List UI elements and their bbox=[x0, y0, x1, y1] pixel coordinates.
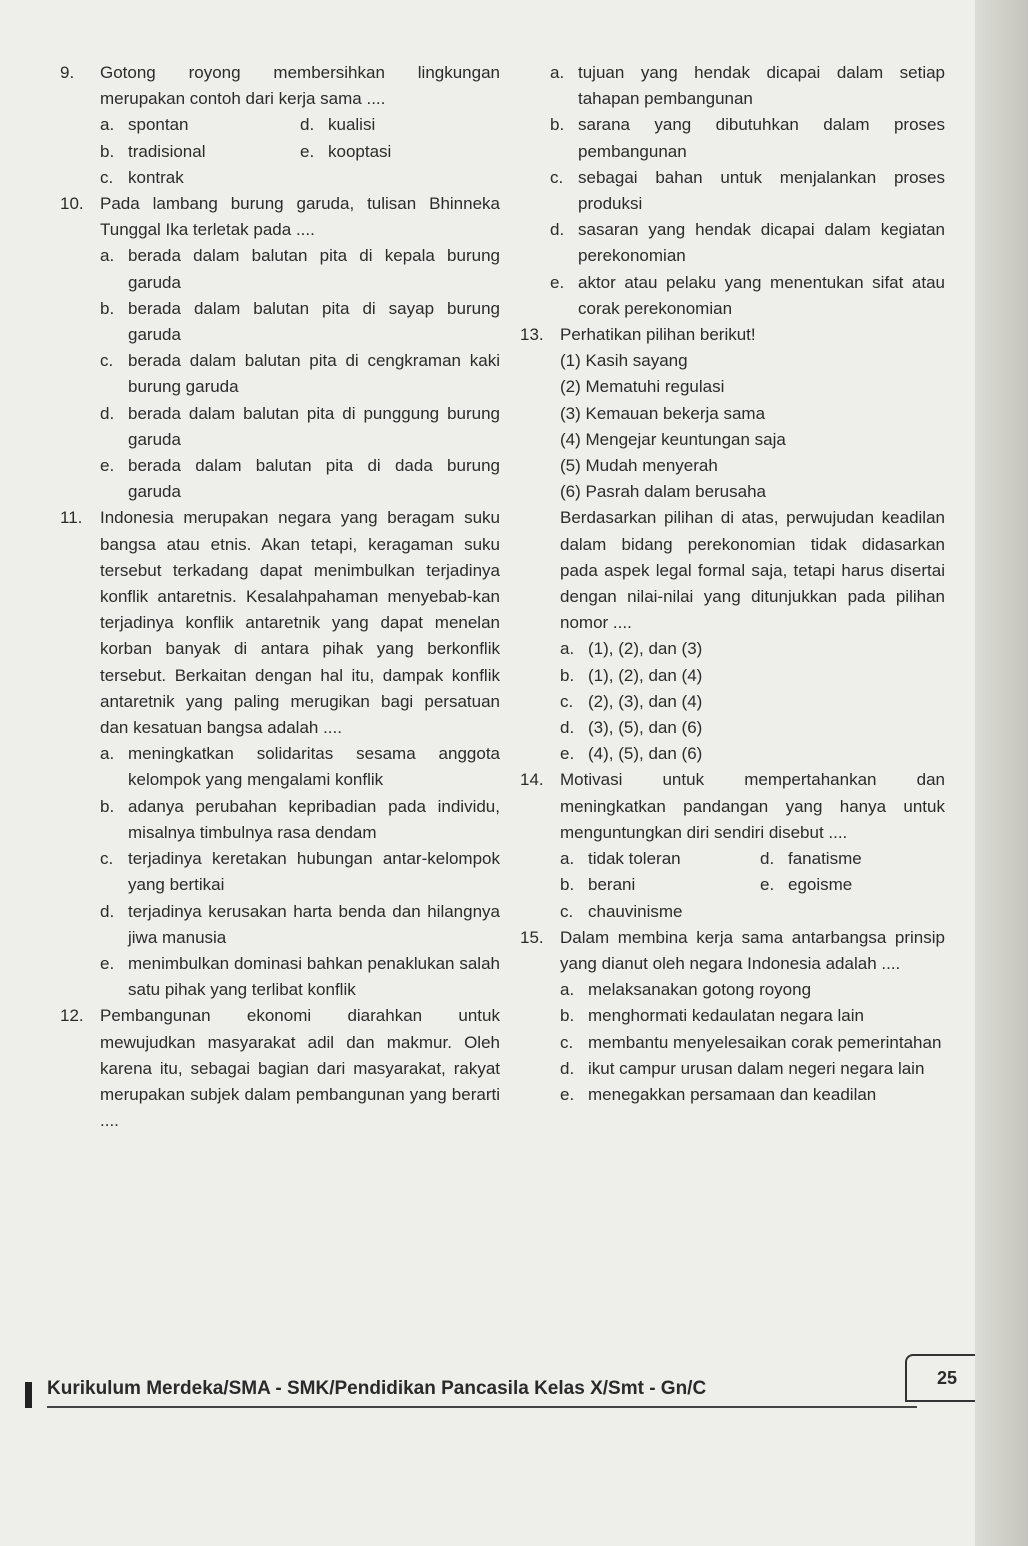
footer-marker bbox=[25, 1382, 32, 1408]
option-text: tradisional bbox=[128, 141, 206, 161]
option-text: spontan bbox=[128, 115, 189, 135]
question-text: Pembangunan ekonomi diarahkan untuk mewujudkan masyarakat adil dan makmur. Oleh karena itu, sebagai bagian dari masyarakat, rakyat merupakan subjek dalam pembangunan yang berarti .... bbox=[100, 1006, 500, 1131]
option-a[interactable] bbox=[560, 846, 760, 872]
option-text: berada dalam balutan pita di sayap burung garuda bbox=[128, 298, 500, 345]
question-9 bbox=[60, 60, 500, 191]
option-letter: d. bbox=[100, 403, 115, 423]
option-text: aktor atau pelaku yang menentukan sifat atau corak perekonomian bbox=[578, 272, 945, 318]
option-text: sarana yang dibutuhkan dalam proses pembangunan bbox=[578, 115, 945, 161]
options bbox=[100, 741, 500, 1003]
option-c[interactable] bbox=[100, 165, 300, 191]
option-b[interactable] bbox=[100, 139, 300, 165]
option-text: berada dalam balutan pita di punggung burung garuda bbox=[128, 403, 500, 449]
question-number: 12. bbox=[60, 1006, 84, 1026]
question-number: 11. bbox=[60, 508, 83, 528]
option-letter: a. bbox=[100, 115, 115, 135]
option-letter: c. bbox=[560, 1032, 574, 1052]
option-text: menegakkan persamaan dan keadilan bbox=[588, 1084, 877, 1104]
option-a[interactable] bbox=[560, 977, 945, 1003]
question-text: Gotong royong membersihkan lingkungan merupakan contoh dari kerja sama .... bbox=[100, 63, 500, 109]
option-letter: a. bbox=[100, 246, 115, 266]
question-number: 10. bbox=[60, 194, 84, 214]
question-number: 15. bbox=[520, 927, 544, 947]
option-text: adanya perubahan kepribadian pada individu, misalnya timbulnya rasa dendam bbox=[128, 796, 500, 842]
question-12 bbox=[60, 1003, 500, 1134]
option-letter: b. bbox=[560, 665, 575, 685]
option-d[interactable] bbox=[560, 1056, 945, 1082]
question-number: 9. bbox=[60, 63, 75, 82]
option-letter: d. bbox=[300, 115, 315, 135]
option-letter: d. bbox=[560, 718, 575, 738]
question-15 bbox=[520, 925, 945, 1108]
option-text: menimbulkan dominasi bahkan penaklukan salah satu pihak yang terlibat konflik bbox=[128, 953, 500, 1000]
option-text: ikut campur urusan dalam negeri negara lain bbox=[588, 1058, 925, 1078]
choice-item: (5) Mudah menyerah bbox=[560, 456, 718, 476]
right-column bbox=[520, 60, 945, 1108]
option-d[interactable] bbox=[100, 899, 500, 951]
option-text: meningkatkan solidaritas sesama anggota kelompok yang mengalami konflik bbox=[128, 744, 500, 790]
choice-item: (1) Kasih sayang bbox=[560, 351, 688, 371]
options bbox=[560, 977, 945, 1108]
option-c[interactable] bbox=[560, 899, 760, 925]
question-11 bbox=[60, 505, 500, 1003]
option-text: berani bbox=[588, 875, 636, 895]
option-e[interactable] bbox=[550, 270, 945, 322]
option-text: menghormati kedaulatan negara lain bbox=[588, 1006, 864, 1026]
option-letter: c. bbox=[560, 901, 574, 921]
option-text: terjadinya kerusakan harta benda dan hilangnya jiwa manusia bbox=[128, 901, 500, 947]
question-text: Pada lambang burung garuda, tulisan Bhinneka Tunggal Ika terletak pada .... bbox=[100, 194, 500, 240]
option-letter: a. bbox=[550, 63, 565, 82]
footer-divider bbox=[47, 1406, 917, 1408]
option-b[interactable] bbox=[550, 112, 945, 164]
option-d[interactable] bbox=[560, 715, 945, 741]
page-footer bbox=[25, 1372, 945, 1410]
option-text: kualisi bbox=[328, 115, 376, 135]
option-letter: a. bbox=[560, 639, 575, 659]
option-a[interactable] bbox=[550, 60, 945, 112]
option-b[interactable] bbox=[560, 872, 760, 898]
choice-list bbox=[560, 348, 945, 505]
option-c[interactable] bbox=[560, 1030, 945, 1056]
option-text: berada dalam balutan pita di dada burung garuda bbox=[128, 456, 500, 502]
option-b[interactable] bbox=[560, 663, 945, 689]
option-text: terjadinya keretakan hubungan antar-kelompok yang bertikai bbox=[128, 849, 500, 895]
option-letter: e. bbox=[560, 1084, 575, 1104]
option-text: tujuan yang hendak dicapai dalam setiap tahapan pembangunan bbox=[578, 63, 945, 109]
choice-item: (2) Mematuhi regulasi bbox=[560, 377, 725, 397]
option-e[interactable] bbox=[560, 1082, 945, 1108]
option-letter: e. bbox=[300, 141, 315, 161]
option-letter: e. bbox=[550, 272, 565, 292]
page-edge-shadow bbox=[975, 0, 1028, 1546]
choice-item: (6) Pasrah dalam berusaha bbox=[560, 482, 767, 502]
option-text: kontrak bbox=[128, 167, 184, 187]
option-text: sebagai bahan untuk menjalankan proses produksi bbox=[578, 167, 945, 214]
question-number: 13. bbox=[520, 325, 544, 345]
option-text: egoisme bbox=[788, 875, 853, 895]
question-13 bbox=[520, 322, 945, 767]
option-letter: e. bbox=[100, 953, 115, 973]
option-letter: d. bbox=[560, 1058, 575, 1078]
option-e[interactable] bbox=[760, 872, 945, 898]
option-e[interactable] bbox=[100, 951, 500, 1003]
question-12-options bbox=[550, 60, 945, 322]
option-letter: b. bbox=[560, 875, 575, 895]
options bbox=[560, 636, 945, 767]
page-number: 25 bbox=[905, 1354, 987, 1402]
option-text: (1), (2), dan (4) bbox=[588, 665, 703, 685]
option-c[interactable] bbox=[560, 689, 945, 715]
footer-title: Kurikulum Merdeka/SMA - SMK/Pendidikan Pancasila Kelas X/Smt - Gn/C bbox=[47, 1378, 707, 1399]
option-text: (2), (3), dan (4) bbox=[588, 691, 703, 711]
option-b[interactable] bbox=[100, 296, 500, 348]
option-text: melaksanakan gotong royong bbox=[588, 980, 812, 1000]
option-letter: c. bbox=[100, 849, 114, 869]
options bbox=[100, 112, 500, 191]
question-text: Motivasi untuk mempertahankan dan meningkatkan pandangan yang hanya untuk menguntungkan diri sendiri disebut .... bbox=[560, 770, 945, 842]
option-letter: c. bbox=[560, 691, 574, 711]
option-d[interactable] bbox=[300, 112, 500, 138]
option-text: (4), (5), dan (6) bbox=[588, 744, 703, 764]
option-b[interactable] bbox=[100, 794, 500, 846]
question-14 bbox=[520, 767, 945, 924]
question-text: Berdasarkan pilihan di atas, perwujudan keadilan dalam bidang perekonomian tidak didasarkan pada aspek legal formal saja, tetapi harus disertai dengan nilai-nilai yang ditunjukkan pada pilihan nomor .... bbox=[560, 508, 945, 633]
option-d[interactable] bbox=[100, 401, 500, 453]
option-b[interactable] bbox=[560, 1003, 945, 1029]
choice-item: (3) Kemauan bekerja sama bbox=[560, 403, 766, 423]
option-letter: b. bbox=[100, 141, 115, 161]
question-text: Indonesia merupakan negara yang beragam suku bangsa atau etnis. Akan tetapi, keragaman suku tersebut terkadang dapat menimbulkan terjadinya konflik antaretnis. Kesalahpahaman menyebab-kan terjadinya konflik antaretnik yang dapat menelan korban banyak di antara pihak yang berkonflik tersebut. Berkaitan dengan hal itu, dampak konflik antaretnik yang paling merugikan bagi persatuan dan kesatuan bangsa adalah .... bbox=[100, 508, 500, 738]
option-letter: d. bbox=[100, 901, 115, 921]
option-letter: e. bbox=[760, 875, 775, 895]
option-text: kooptasi bbox=[328, 141, 392, 161]
option-d[interactable] bbox=[760, 846, 945, 872]
option-letter: d. bbox=[550, 220, 565, 240]
option-a[interactable] bbox=[560, 636, 945, 662]
option-letter: e. bbox=[560, 744, 575, 764]
option-e[interactable] bbox=[560, 741, 945, 767]
question-10 bbox=[60, 191, 500, 505]
option-e[interactable] bbox=[100, 453, 500, 505]
option-letter: c. bbox=[100, 167, 114, 187]
option-text: fanatisme bbox=[788, 849, 862, 869]
option-letter: a. bbox=[560, 980, 575, 1000]
left-column bbox=[60, 60, 500, 1134]
choice-item: (4) Mengejar keuntungan saja bbox=[560, 429, 786, 449]
question-number: 14. bbox=[520, 770, 544, 790]
option-letter: a. bbox=[100, 744, 115, 764]
option-letter: b. bbox=[550, 115, 565, 135]
option-e[interactable] bbox=[300, 139, 500, 165]
option-letter: b. bbox=[100, 298, 115, 318]
option-c[interactable] bbox=[550, 165, 945, 217]
option-letter: c. bbox=[100, 351, 114, 371]
options bbox=[560, 846, 945, 925]
option-text: sasaran yang hendak dicapai dalam kegiatan perekonomian bbox=[578, 220, 945, 266]
option-c[interactable] bbox=[100, 846, 500, 898]
option-letter: c. bbox=[550, 167, 564, 187]
option-a[interactable] bbox=[100, 243, 500, 295]
option-c[interactable] bbox=[100, 348, 500, 400]
question-intro: Perhatikan pilihan berikut! bbox=[560, 325, 756, 345]
option-letter: e. bbox=[100, 456, 115, 476]
option-text: berada dalam balutan pita di kepala burung garuda bbox=[128, 246, 500, 292]
option-d[interactable] bbox=[550, 217, 945, 269]
option-a[interactable] bbox=[100, 112, 300, 138]
option-letter: b. bbox=[100, 796, 115, 816]
option-letter: b. bbox=[560, 1006, 575, 1026]
option-text: chauvinisme bbox=[588, 901, 683, 921]
option-text: berada dalam balutan pita di cengkraman kaki burung garuda bbox=[128, 351, 500, 397]
options bbox=[100, 243, 500, 505]
option-text: tidak toleran bbox=[588, 849, 681, 869]
option-text: (1), (2), dan (3) bbox=[588, 639, 703, 659]
option-text: membantu menyelesaikan corak pemerintahan bbox=[588, 1032, 942, 1052]
option-text: (3), (5), dan (6) bbox=[588, 718, 703, 738]
question-text: Dalam membina kerja sama antarbangsa prinsip yang dianut oleh negara Indonesia adalah .... bbox=[560, 927, 945, 973]
option-letter: a. bbox=[560, 849, 575, 869]
option-letter: d. bbox=[760, 849, 775, 869]
option-a[interactable] bbox=[100, 741, 500, 793]
